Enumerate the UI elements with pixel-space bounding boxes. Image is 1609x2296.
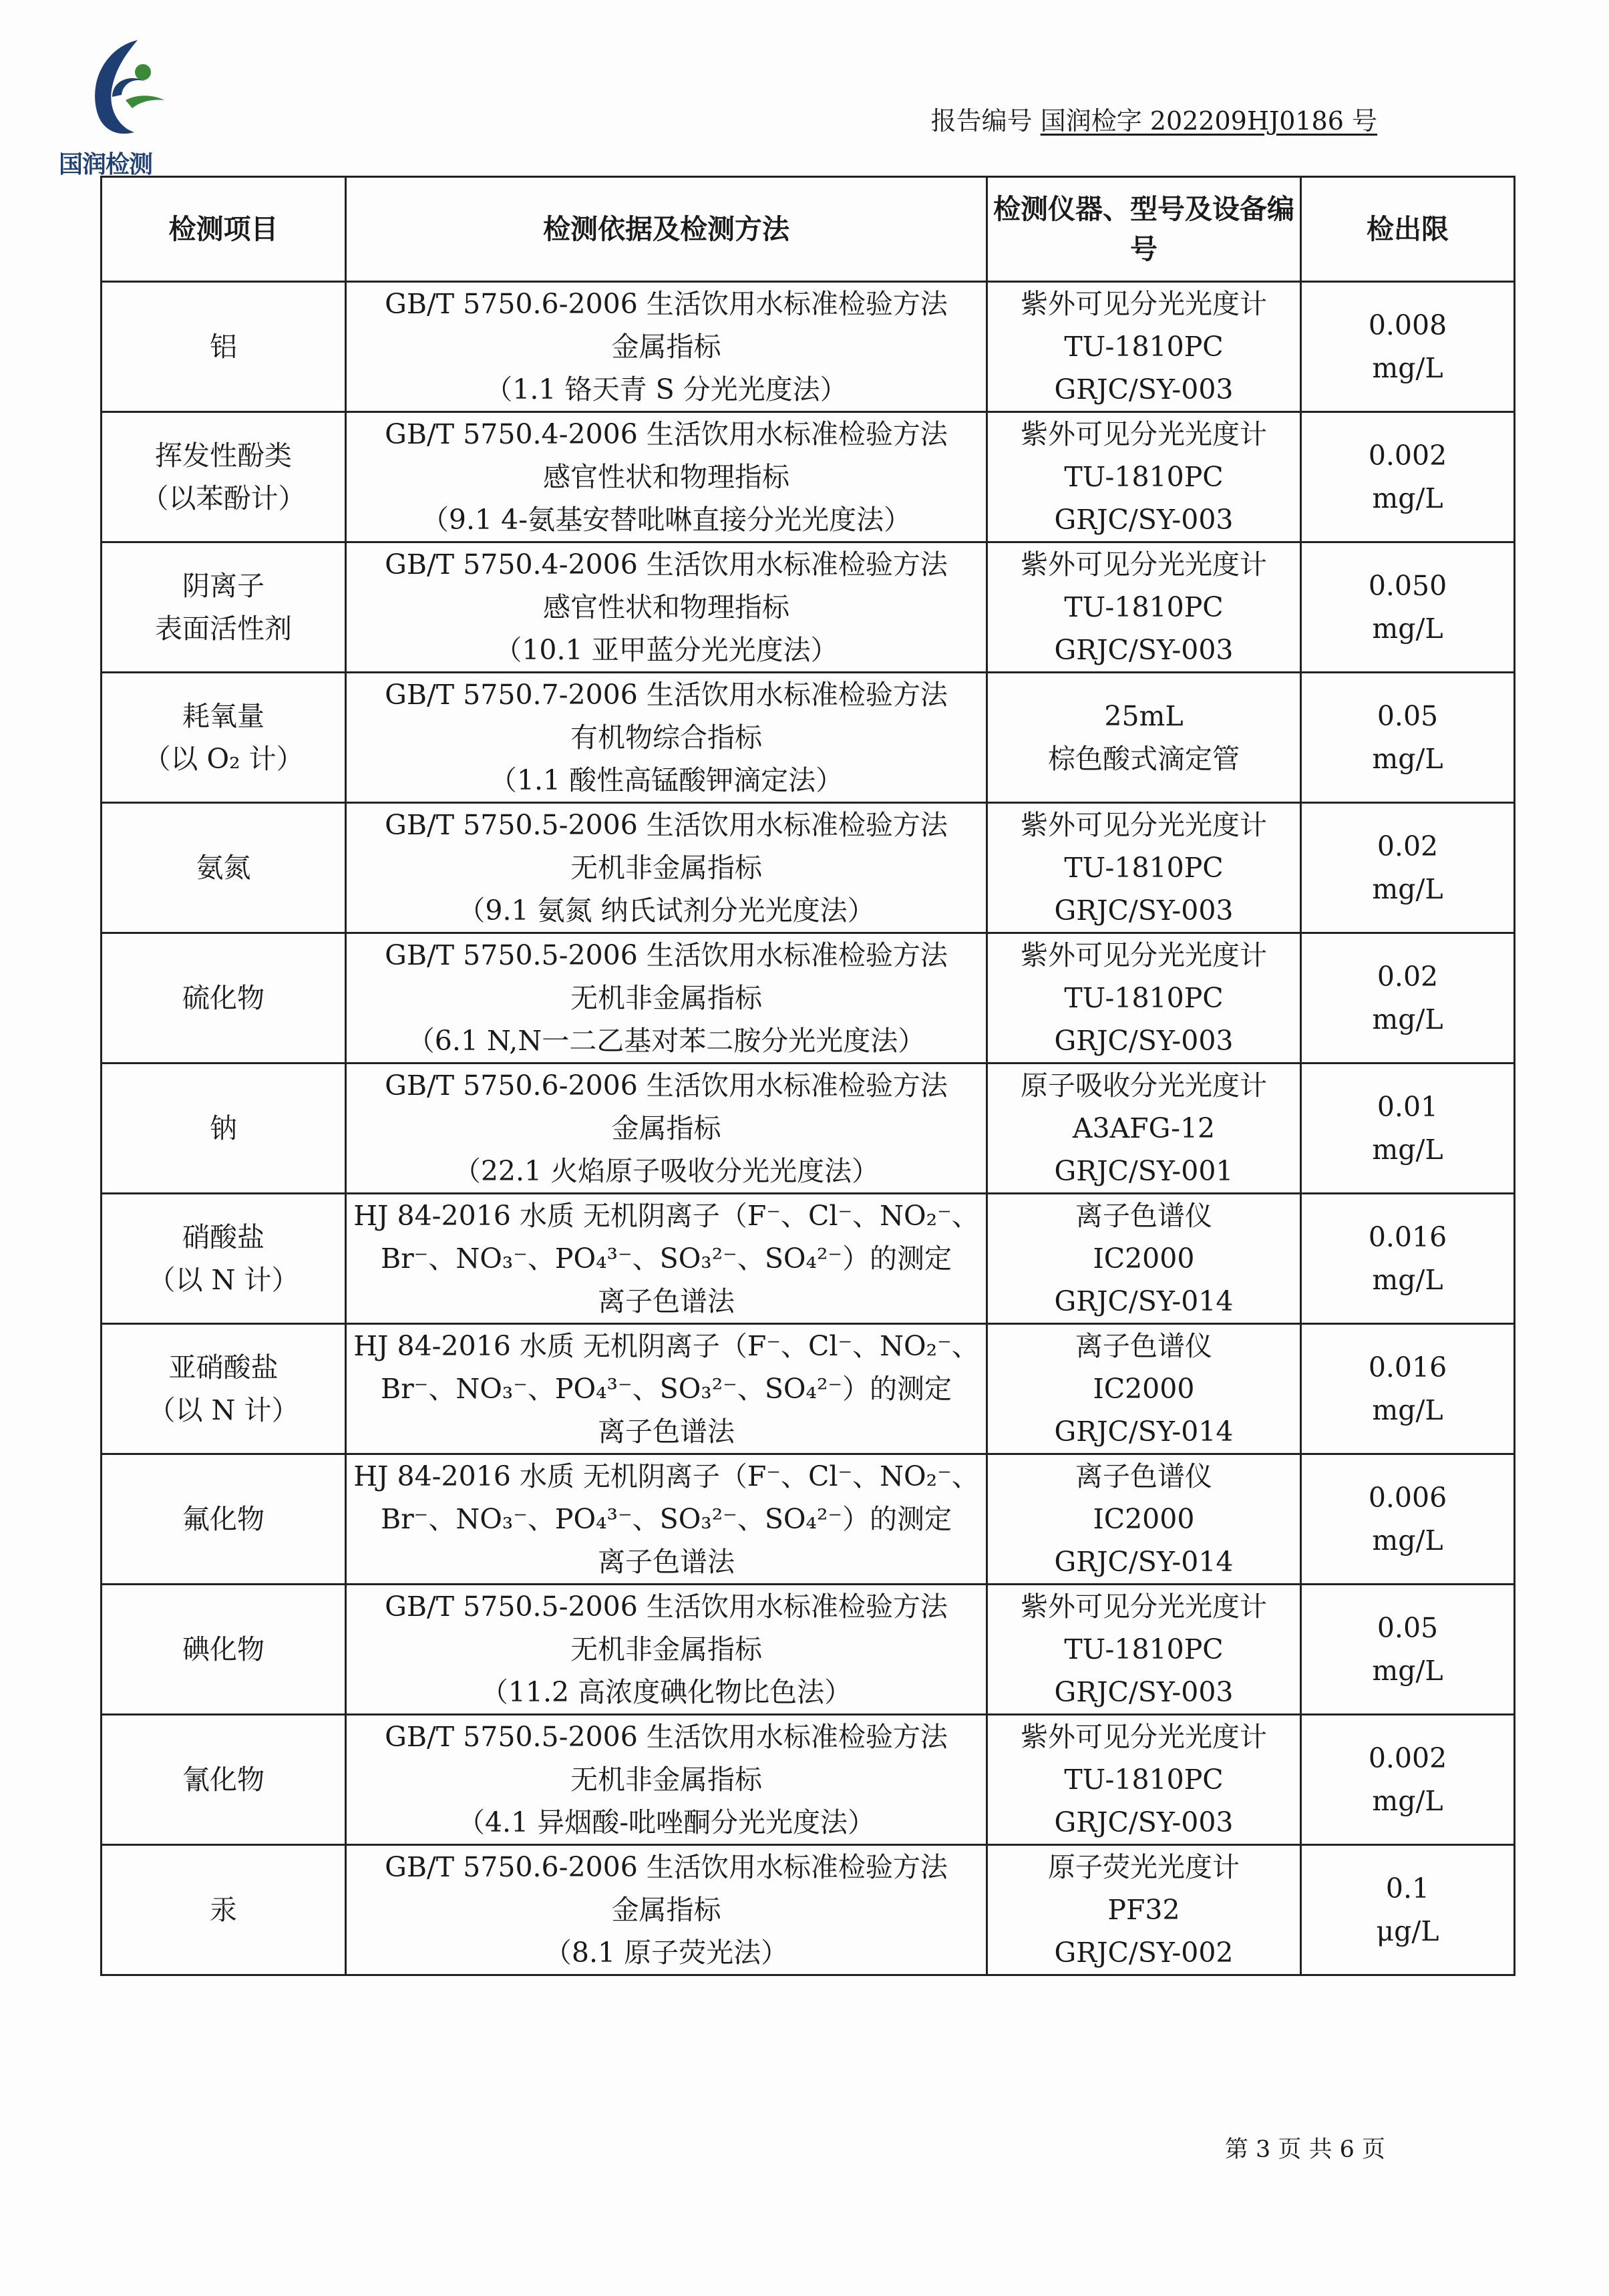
cell-line: mg/L (1372, 1264, 1443, 1296)
cell-line: （4.1 异烟酸-吡唑酮分光光度法） (457, 1806, 876, 1838)
cell-line: GB/T 5750.6-2006 生活饮用水标准检验方法 (385, 1851, 948, 1883)
cell-line: 0.05 (1377, 1612, 1439, 1644)
test-item-cell (102, 673, 346, 803)
test-item-cell (102, 1324, 346, 1454)
detection-limit-cell (1301, 282, 1515, 412)
header-detection-limit: 检出限 (1301, 177, 1515, 282)
instrument-cell (987, 542, 1301, 673)
test-item-cell (102, 933, 346, 1063)
instrument-cell (987, 282, 1301, 412)
cell-line: mg/L (1372, 1134, 1443, 1166)
cell-line: GRJC/SY-002 (1054, 1937, 1234, 1969)
cell-line: mg/L (1372, 1003, 1443, 1035)
method-cell (346, 673, 987, 803)
test-method-table (100, 176, 1515, 1976)
instrument-cell (987, 1845, 1301, 1975)
test-item-cell (102, 1715, 346, 1845)
table-body (102, 282, 1515, 1975)
method-cell (346, 803, 987, 933)
method-cell (346, 1715, 987, 1845)
cell-line: 紫外可见分光光度计 (1021, 809, 1267, 841)
header-instrument: 检测仪器、型号及设备编号 (987, 177, 1301, 282)
cell-line: GB/T 5750.5-2006 生活饮用水标准检验方法 (385, 809, 948, 841)
cell-line: GB/T 5750.7-2006 生活饮用水标准检验方法 (385, 679, 948, 711)
cell-line: mg/L (1372, 1524, 1443, 1556)
instrument-cell (987, 1194, 1301, 1324)
cell-line: IC2000 (1093, 1243, 1195, 1275)
table-row (102, 803, 1515, 933)
cell-line: GRJC/SY-003 (1054, 1806, 1234, 1838)
report-number-label: 报告编号 (930, 106, 1033, 136)
cell-line: mg/L (1372, 352, 1443, 384)
cell-line: TU-1810PC (1064, 1633, 1224, 1665)
table-row (102, 542, 1515, 673)
cell-line: GB/T 5750.5-2006 生活饮用水标准检验方法 (385, 939, 948, 971)
detection-limit-cell (1301, 542, 1515, 673)
cell-line: GB/T 5750.4-2006 生活饮用水标准检验方法 (385, 418, 948, 450)
cell-line: 汞 (210, 1894, 237, 1926)
test-item-cell (102, 282, 346, 412)
cell-line: 碘化物 (182, 1633, 264, 1665)
cell-line: 无机非金属指标 (570, 982, 762, 1014)
table-row (102, 1063, 1515, 1194)
page-number: 第 3 页 共 6 页 (1224, 2136, 1385, 2163)
method-cell (346, 1845, 987, 1975)
cell-line: 氟化物 (182, 1503, 264, 1535)
cell-line: GRJC/SY-001 (1054, 1155, 1234, 1187)
detection-limit-cell (1301, 1585, 1515, 1715)
cell-line: HJ 84-2016 水质 无机阴离子（F⁻、Cl⁻、NO₂⁻、 (353, 1200, 979, 1232)
method-cell (346, 1324, 987, 1454)
cell-line: GB/T 5750.5-2006 生活饮用水标准检验方法 (385, 1721, 948, 1753)
cell-line: 表面活性剂 (155, 613, 292, 645)
cell-line: 硫化物 (182, 982, 264, 1014)
method-cell (346, 1454, 987, 1585)
instrument-cell (987, 933, 1301, 1063)
cell-line: （9.1 氨氮 纳氏试剂分光光度法） (458, 894, 875, 927)
cell-line: 25mL (1104, 700, 1184, 732)
cell-line: TU-1810PC (1064, 331, 1224, 363)
test-item-cell (102, 412, 346, 542)
cell-line: 铝 (210, 331, 237, 363)
cell-line: （9.1 4-氨基安替吡啉直接分光光度法） (421, 504, 912, 536)
cell-line: （11.2 高浓度碘化物比色法） (480, 1676, 852, 1708)
cell-line: （22.1 火焰原子吸收分光光度法） (453, 1155, 880, 1187)
cell-line: （1.1 酸性高锰酸钾滴定法） (489, 764, 844, 796)
cell-line: 金属指标 (611, 1112, 721, 1144)
test-item-cell (102, 1063, 346, 1194)
cell-line: 紫外可见分光光度计 (1021, 939, 1267, 971)
cell-line: 紫外可见分光光度计 (1021, 1591, 1267, 1623)
detection-limit-cell (1301, 1324, 1515, 1454)
method-cell (346, 412, 987, 542)
cell-line: mg/L (1372, 1655, 1443, 1687)
cell-line: 感官性状和物理指标 (543, 461, 789, 493)
cell-line: 感官性状和物理指标 (543, 591, 789, 623)
cell-line: 0.016 (1368, 1221, 1447, 1253)
cell-line: 氨氮 (196, 852, 251, 884)
table-row (102, 1715, 1515, 1845)
cell-line: Br⁻、NO₃⁻、PO₄³⁻、SO₃²⁻、SO₄²⁻）的测定 (380, 1243, 952, 1275)
cell-line: 0.01 (1377, 1091, 1439, 1123)
cell-line: （6.1 N,N一二乙基对苯二胺分光光度法） (407, 1025, 926, 1057)
cell-line: Br⁻、NO₃⁻、PO₄³⁻、SO₃²⁻、SO₄²⁻）的测定 (380, 1503, 952, 1535)
cell-line: 无机非金属指标 (570, 1764, 762, 1796)
cell-line: HJ 84-2016 水质 无机阴离子（F⁻、Cl⁻、NO₂⁻、 (353, 1460, 979, 1492)
cell-line: GRJC/SY-014 (1054, 1285, 1234, 1317)
instrument-cell (987, 673, 1301, 803)
cell-line: 离子色谱法 (598, 1416, 735, 1448)
logo-text: 国润检测 (59, 151, 153, 178)
instrument-cell (987, 412, 1301, 542)
company-logo (59, 33, 192, 177)
detection-limit-cell (1301, 673, 1515, 803)
cell-line: 0.016 (1368, 1351, 1447, 1383)
cell-line: （以苯酚计） (141, 482, 306, 514)
cell-line: TU-1810PC (1064, 852, 1224, 884)
instrument-cell (987, 1324, 1301, 1454)
table-row (102, 673, 1515, 803)
instrument-cell (987, 1585, 1301, 1715)
cell-line: 紫外可见分光光度计 (1021, 288, 1267, 320)
cell-line: GRJC/SY-003 (1054, 373, 1234, 405)
table-row (102, 933, 1515, 1063)
cell-line: 氰化物 (182, 1764, 264, 1796)
cell-line: GB/T 5750.5-2006 生活饮用水标准检验方法 (385, 1591, 948, 1623)
cell-line: 紫外可见分光光度计 (1021, 548, 1267, 581)
instrument-cell (987, 1715, 1301, 1845)
cell-line: 原子吸收分光光度计 (1021, 1070, 1267, 1102)
cell-line: 无机非金属指标 (570, 1633, 762, 1665)
cell-line: 0.002 (1368, 1742, 1447, 1774)
detection-limit-cell (1301, 412, 1515, 542)
cell-line: 0.006 (1368, 1482, 1447, 1514)
detection-limit-cell (1301, 1454, 1515, 1585)
cell-line: GB/T 5750.6-2006 生活饮用水标准检验方法 (385, 288, 948, 320)
test-item-cell (102, 1454, 346, 1585)
instrument-cell (987, 803, 1301, 933)
cell-line: 棕色酸式滴定管 (1048, 743, 1240, 775)
cell-line: Br⁻、NO₃⁻、PO₄³⁻、SO₃²⁻、SO₄²⁻）的测定 (380, 1373, 952, 1405)
table-header-row (102, 177, 1515, 282)
cell-line: 0.02 (1377, 961, 1439, 993)
cell-line: GB/T 5750.4-2006 生活饮用水标准检验方法 (385, 548, 948, 581)
detection-limit-cell (1301, 1194, 1515, 1324)
cell-line: IC2000 (1093, 1503, 1195, 1535)
cell-line: GRJC/SY-003 (1054, 634, 1234, 666)
cell-line: mg/L (1372, 613, 1443, 645)
cell-line: 0.050 (1368, 570, 1447, 602)
cell-line: PF32 (1107, 1894, 1180, 1926)
cell-line: （10.1 亚甲蓝分光光度法） (494, 634, 838, 666)
test-item-cell (102, 1585, 346, 1715)
cell-line: 亚硝酸盐 (168, 1351, 279, 1383)
table-row (102, 412, 1515, 542)
detection-limit-cell (1301, 1063, 1515, 1194)
method-cell (346, 1194, 987, 1324)
cell-line: TU-1810PC (1064, 982, 1224, 1014)
cell-line: 离子色谱法 (598, 1546, 735, 1578)
cell-line: GRJC/SY-003 (1054, 504, 1234, 536)
cell-line: （以 O₂ 计） (143, 743, 304, 775)
cell-line: 挥发性酚类 (155, 440, 292, 472)
cell-line: 0.008 (1368, 309, 1447, 341)
test-item-cell (102, 803, 346, 933)
cell-line: 金属指标 (611, 1894, 721, 1926)
method-cell (346, 1063, 987, 1194)
cell-line: （8.1 原子荧光法） (544, 1937, 789, 1969)
cell-line: 金属指标 (611, 331, 721, 363)
cell-line: （1.1 铬天青 S 分光光度法） (485, 373, 848, 405)
cell-line: 紫外可见分光光度计 (1021, 418, 1267, 450)
guorun-logo-icon (71, 33, 178, 140)
cell-line: 耗氧量 (182, 700, 264, 732)
cell-line: TU-1810PC (1064, 591, 1224, 623)
cell-line: mg/L (1372, 1785, 1443, 1817)
header-method: 检测依据及检测方法 (346, 177, 987, 282)
cell-line: GRJC/SY-003 (1054, 1676, 1234, 1708)
cell-line: （以 N 计） (148, 1394, 299, 1426)
header-test-item: 检测项目 (102, 177, 346, 282)
cell-line: μg/L (1376, 1915, 1439, 1947)
cell-line: （以 N 计） (148, 1264, 299, 1296)
table-row (102, 1324, 1515, 1454)
cell-line: TU-1810PC (1064, 461, 1224, 493)
cell-line: GRJC/SY-003 (1054, 1025, 1234, 1057)
cell-line: HJ 84-2016 水质 无机阴离子（F⁻、Cl⁻、NO₂⁻、 (353, 1330, 979, 1362)
table-row (102, 1454, 1515, 1585)
table-row (102, 1845, 1515, 1975)
method-cell (346, 1585, 987, 1715)
table-row (102, 1585, 1515, 1715)
test-item-cell (102, 542, 346, 673)
cell-line: 0.1 (1385, 1872, 1430, 1905)
detection-limit-cell (1301, 1715, 1515, 1845)
cell-line: IC2000 (1093, 1373, 1195, 1405)
table-row (102, 1194, 1515, 1324)
method-cell (346, 282, 987, 412)
cell-line: GB/T 5750.6-2006 生活饮用水标准检验方法 (385, 1070, 948, 1102)
cell-line: 0.002 (1368, 440, 1447, 472)
cell-line: mg/L (1372, 1394, 1443, 1426)
cell-line: A3AFG-12 (1072, 1112, 1216, 1144)
report-number (931, 100, 1377, 137)
cell-line: TU-1810PC (1064, 1764, 1224, 1796)
cell-line: 离子色谱仪 (1075, 1460, 1212, 1492)
cell-line: 有机物综合指标 (570, 721, 762, 754)
instrument-cell (987, 1063, 1301, 1194)
cell-line: 无机非金属指标 (570, 852, 762, 884)
method-cell (346, 933, 987, 1063)
cell-line: GRJC/SY-003 (1054, 894, 1234, 927)
cell-line: 硝酸盐 (182, 1221, 264, 1253)
cell-line: 离子色谱仪 (1075, 1330, 1212, 1362)
table-row (102, 282, 1515, 412)
cell-line: 原子荧光光度计 (1048, 1851, 1240, 1883)
cell-line: mg/L (1372, 743, 1443, 775)
cell-line: 紫外可见分光光度计 (1021, 1721, 1267, 1753)
cell-line: GRJC/SY-014 (1054, 1416, 1234, 1448)
cell-line: 阴离子 (182, 570, 264, 602)
test-item-cell (102, 1194, 346, 1324)
cell-line: 离子色谱仪 (1075, 1200, 1212, 1232)
detection-limit-cell (1301, 933, 1515, 1063)
report-number-value: 国润检字 202209HJ0186 号 (1040, 106, 1377, 136)
cell-line: mg/L (1372, 482, 1443, 514)
cell-line: 离子色谱法 (598, 1285, 735, 1317)
cell-line: 0.05 (1377, 700, 1439, 732)
cell-line: GRJC/SY-014 (1054, 1546, 1234, 1578)
method-cell (346, 542, 987, 673)
detection-limit-cell (1301, 1845, 1515, 1975)
cell-line: mg/L (1372, 873, 1443, 905)
cell-line: 0.02 (1377, 830, 1439, 862)
detection-limit-cell (1301, 803, 1515, 933)
instrument-cell (987, 1454, 1301, 1585)
test-item-cell (102, 1845, 346, 1975)
cell-line: 钠 (210, 1112, 237, 1144)
